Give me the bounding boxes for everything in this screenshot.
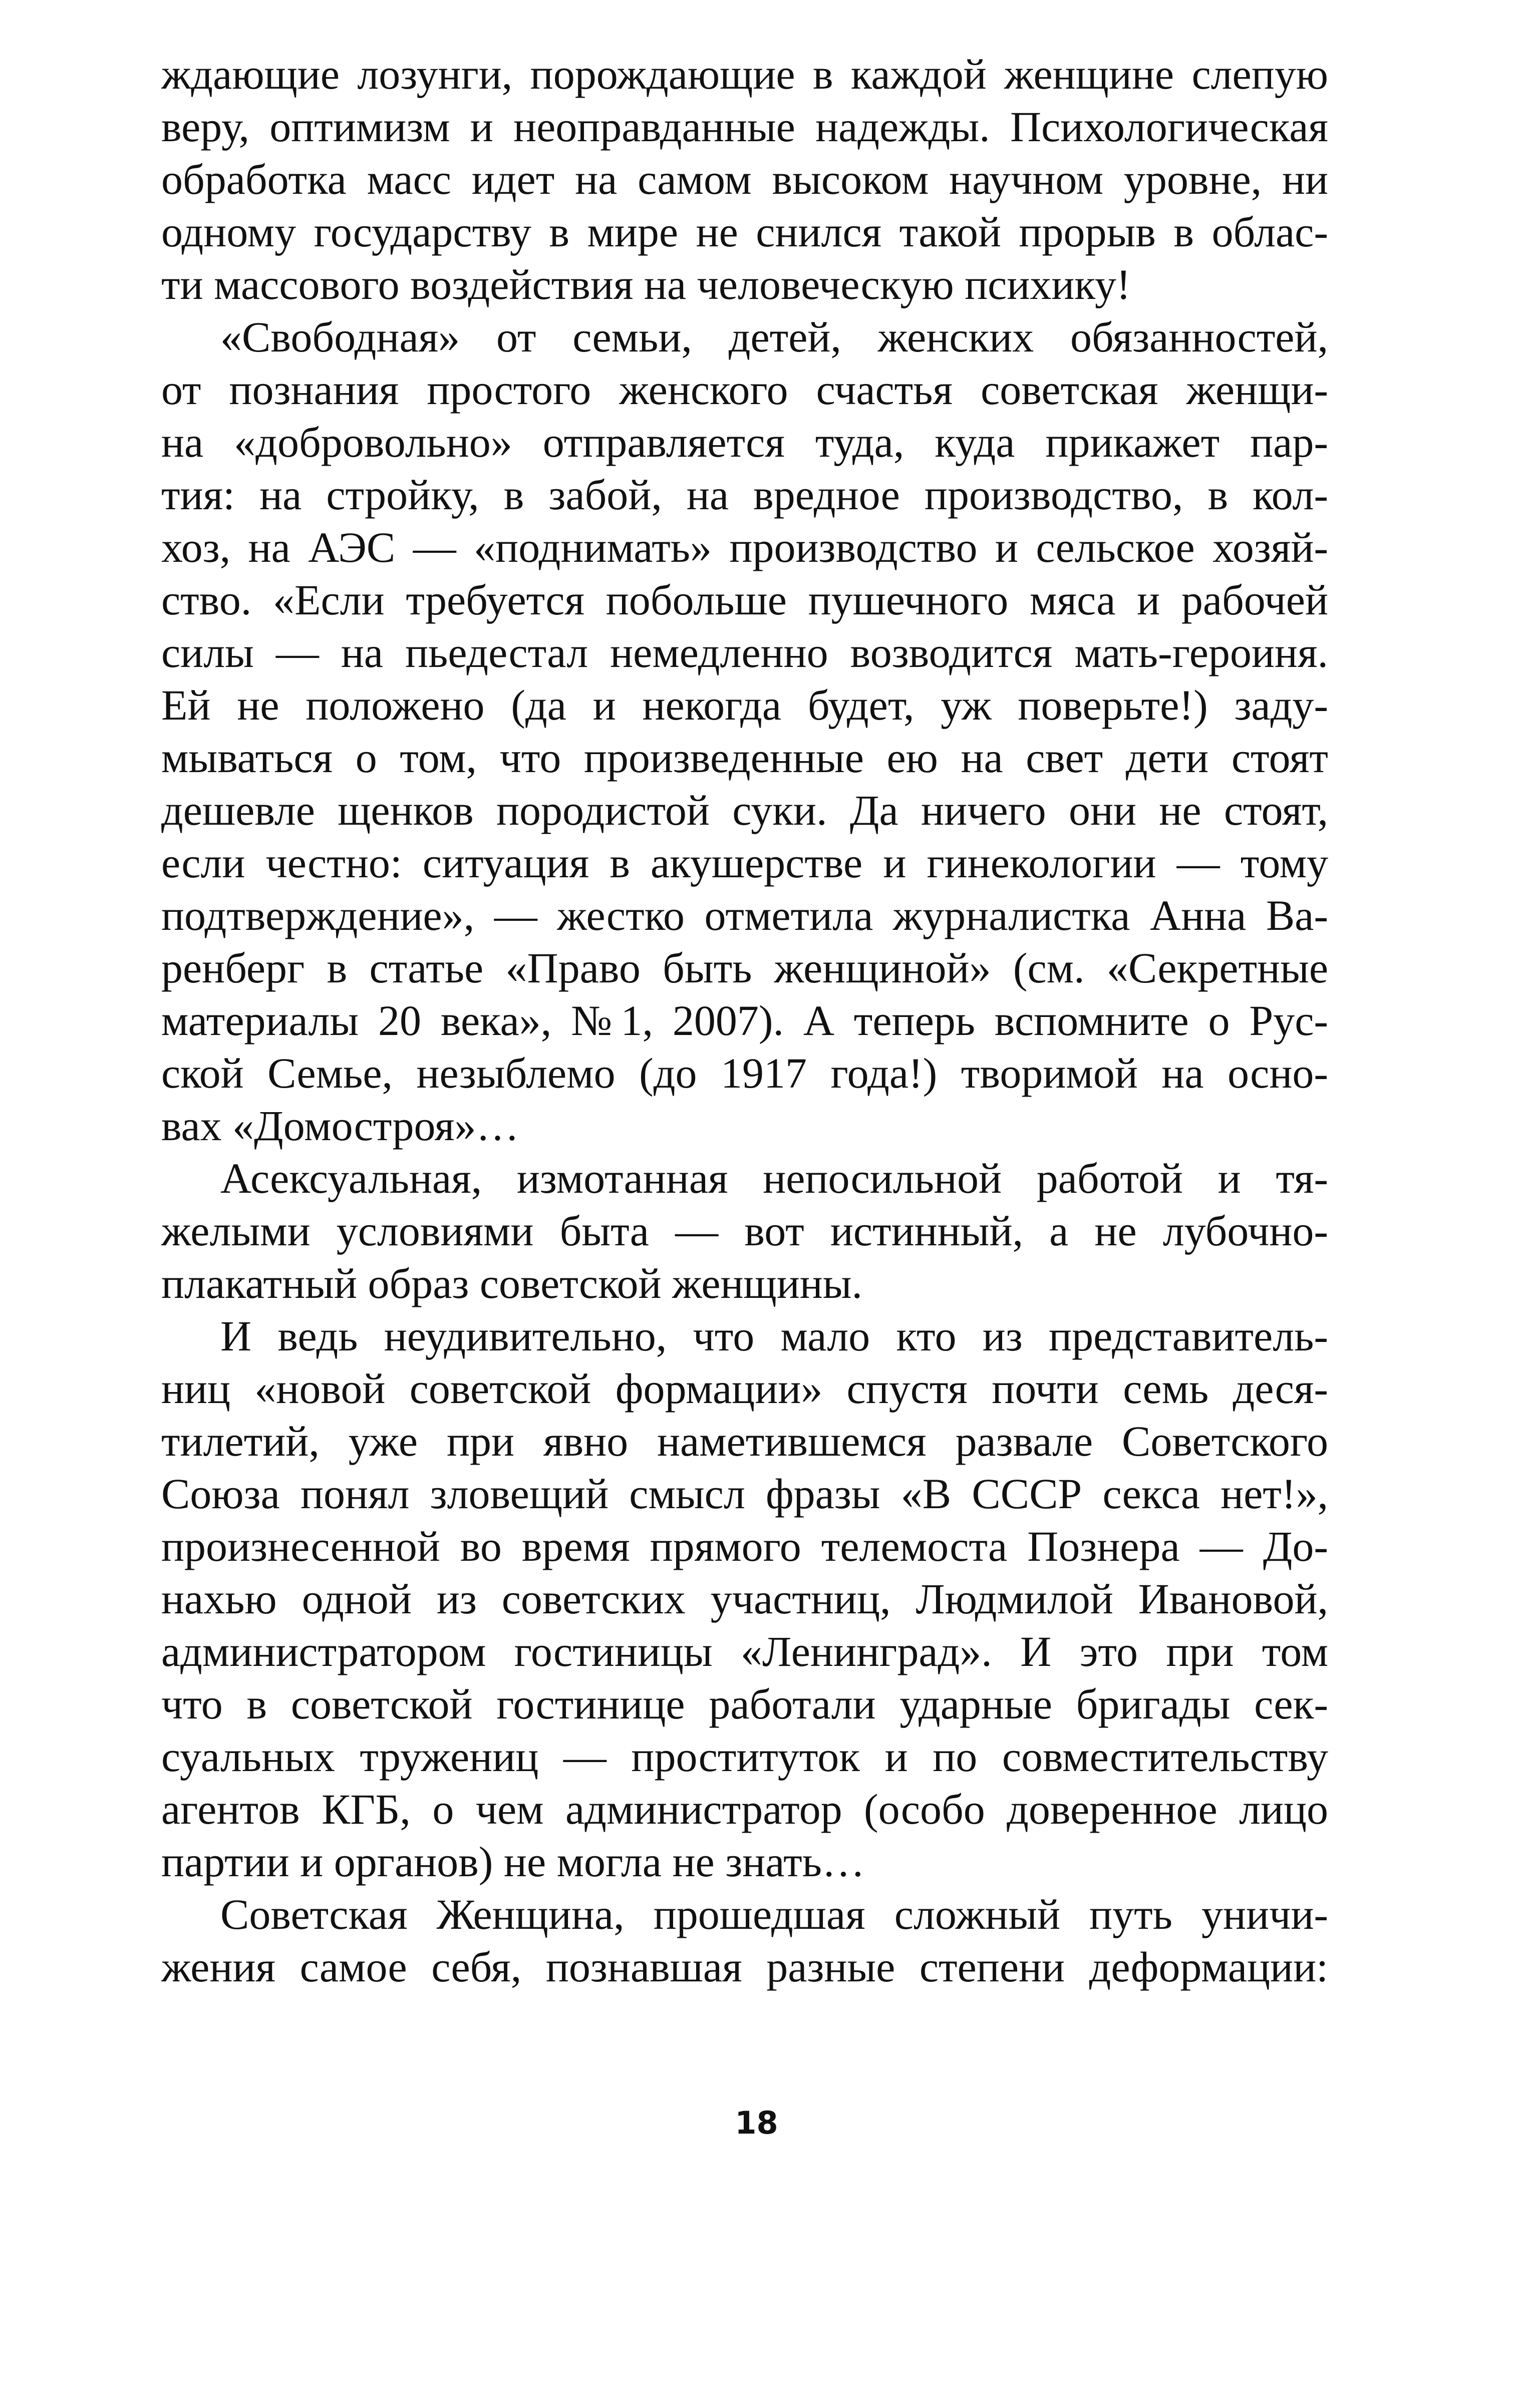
text-line: ждающие лозунги, порождающие в каждой женщине слепую bbox=[161, 50, 1328, 98]
text-line: одному государству в мире не снился такой прорыв в облас- bbox=[161, 208, 1328, 256]
text-line: произнесенной во время прямого телемоста Познера — До- bbox=[161, 1522, 1328, 1570]
text-line: Ей не положено (да и некогда будет, уж поверьте!) заду- bbox=[161, 681, 1328, 729]
text-line: суальных тружениц — проституток и по совместительству bbox=[161, 1733, 1328, 1781]
text-line: если честно: ситуация в акушерстве и гинекологии — тому bbox=[161, 839, 1328, 887]
text-line: дешевле щенков породистой суки. Да ничего они не стоят, bbox=[161, 786, 1328, 834]
text-line: жения самое себя, познавшая разные степени деформации: bbox=[161, 1943, 1328, 1991]
text-line: ниц «новой советской формации» спустя почти семь деся- bbox=[161, 1364, 1328, 1413]
text-line: ской Семье, незыблемо (до 1917 года!) творимой на осно- bbox=[161, 1049, 1328, 1097]
text-line: подтверждение», — жестко отметила журналистка Анна Ва- bbox=[161, 891, 1328, 939]
text-line: ство. «Если требуется побольше пушечного мяса и рабочей bbox=[161, 576, 1328, 624]
text-line: хоз, на АЭС — «поднимать» производство и сельское хозяй- bbox=[161, 523, 1328, 571]
paragraph-first-line: «Свободная» от семьи, детей, женских обязанностей, bbox=[220, 313, 1328, 361]
text-line: от познания простого женского счастья советская женщи- bbox=[161, 366, 1328, 414]
text-line: обработка масс идет на самом высоком научном уровне, ни bbox=[161, 155, 1328, 203]
text-line: плакатный образ советской женщины. bbox=[161, 1259, 863, 1307]
text-line: администратором гостиницы «Ленинград». И это при том bbox=[161, 1627, 1328, 1675]
text-line: партии и органов) не могла не знать… bbox=[161, 1838, 865, 1886]
text-line: ренберг в статье «Право быть женщиной» (см. «Секретные bbox=[161, 944, 1328, 992]
text-line: силы — на пьедестал немедленно возводится мать-героиня. bbox=[161, 628, 1328, 676]
paragraph-first-line: Советская Женщина, прошедшая сложный путь уничи- bbox=[220, 1890, 1328, 1938]
text-line: вах «Домостроя»… bbox=[161, 1102, 519, 1150]
paragraph-first-line: И ведь неудивительно, что мало кто из представитель- bbox=[220, 1312, 1328, 1360]
text-line: нахью одной из советских участниц, Людмилой Ивановой, bbox=[161, 1575, 1328, 1623]
text-line: желыми условиями быта — вот истинный, а не лубочно- bbox=[161, 1207, 1328, 1255]
text-line: веру, оптимизм и неоправданные надежды. Психологическая bbox=[161, 103, 1328, 151]
text-line: материалы 20 века», №1, 2007). А теперь вспомните о Рус- bbox=[161, 996, 1328, 1045]
paragraph-first-line: Асексуальная, измотанная непосильной работой и тя- bbox=[220, 1154, 1328, 1202]
page-number: 18 bbox=[735, 2105, 778, 2141]
text-line: мываться о том, что произведенные ею на свет дети стоят bbox=[161, 734, 1328, 782]
text-line: Союза понял зловещий смысл фразы «В СССР секса нет!», bbox=[161, 1470, 1328, 1518]
text-line: что в советской гостинице работали ударные бригады сек- bbox=[161, 1680, 1328, 1728]
text-line: на «добровольно» отправляется туда, куда прикажет пар- bbox=[161, 418, 1328, 466]
text-line: агентов КГБ, о чем администратор (особо доверенное лицо bbox=[161, 1785, 1328, 1833]
text-line: тилетий, уже при явно наметившемся развале Советского bbox=[161, 1417, 1328, 1465]
text-line: ти массового воздействия на человеческую психику! bbox=[161, 260, 1131, 308]
body-text bbox=[161, 48, 1328, 1993]
text-line: тия: на стройку, в забой, на вредное производство, в кол- bbox=[161, 471, 1328, 519]
